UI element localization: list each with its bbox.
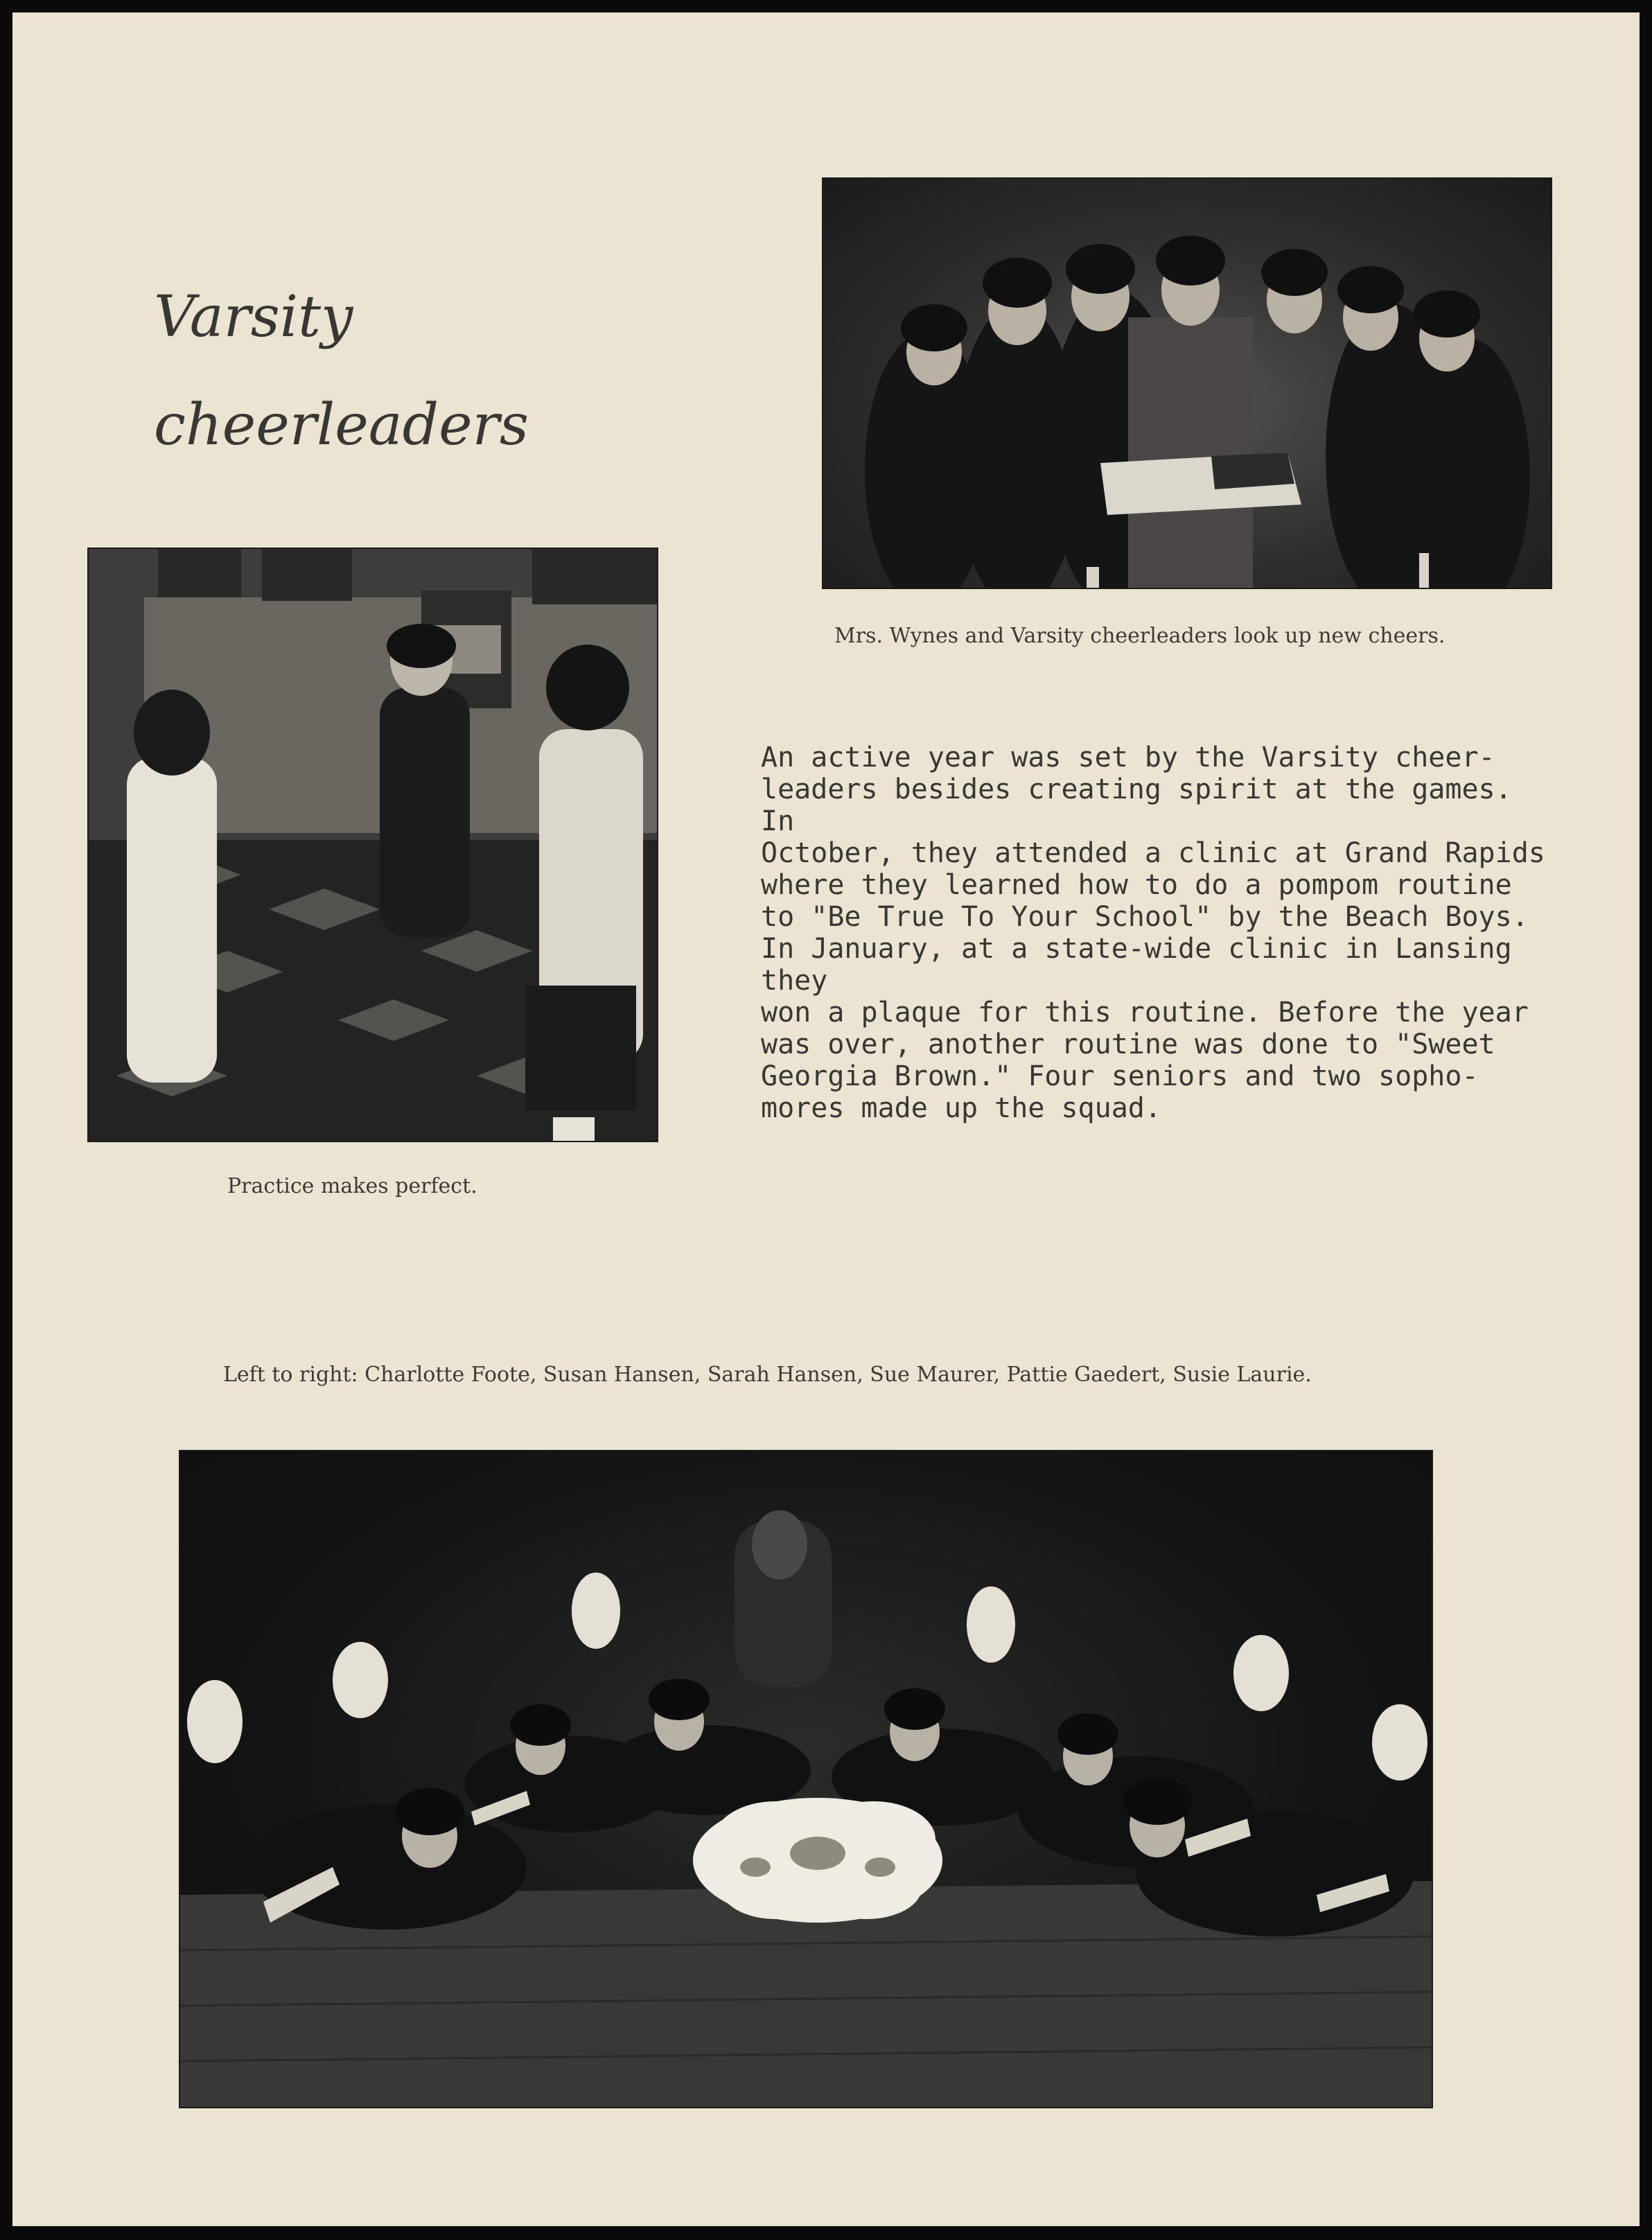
photo-squad xyxy=(179,1450,1433,2108)
photo-cheerleaders-reading-image xyxy=(823,179,1551,588)
caption-practice: Practice makes perfect. xyxy=(227,1174,477,1198)
photo-practice xyxy=(87,548,658,1142)
photo-squad-image xyxy=(180,1451,1432,2107)
photo-practice-image xyxy=(89,549,657,1141)
article-body: An active year was set by the Varsity cheer- leaders besides creating spirit at the games. In October, they attended a clinic at Grand Rapids where they learned how to do a pompom routine to "Be True To Your School" by the Beach Boys. In January, at a state-wide clinic in Lansing they won a plaque for this routine. Before the year was over, another routine was done to "Sweet Georgia Brown." Four seniors and two sopho- mores made up the squad. xyxy=(761,742,1545,1124)
title-line-2: cheerleaders xyxy=(154,392,529,458)
page-title xyxy=(154,263,529,480)
caption-cheerleaders-reading: Mrs. Wynes and Varsity cheerleaders look up new cheers. xyxy=(834,624,1446,648)
title-line-1: Varsity xyxy=(154,284,353,350)
caption-squad-names: Left to right: Charlotte Foote, Susan Hansen, Sarah Hansen, Sue Maurer, Pattie Gaedert, Susie Laurie. xyxy=(223,1363,1312,1387)
photo-cheerleaders-reading xyxy=(822,177,1552,589)
